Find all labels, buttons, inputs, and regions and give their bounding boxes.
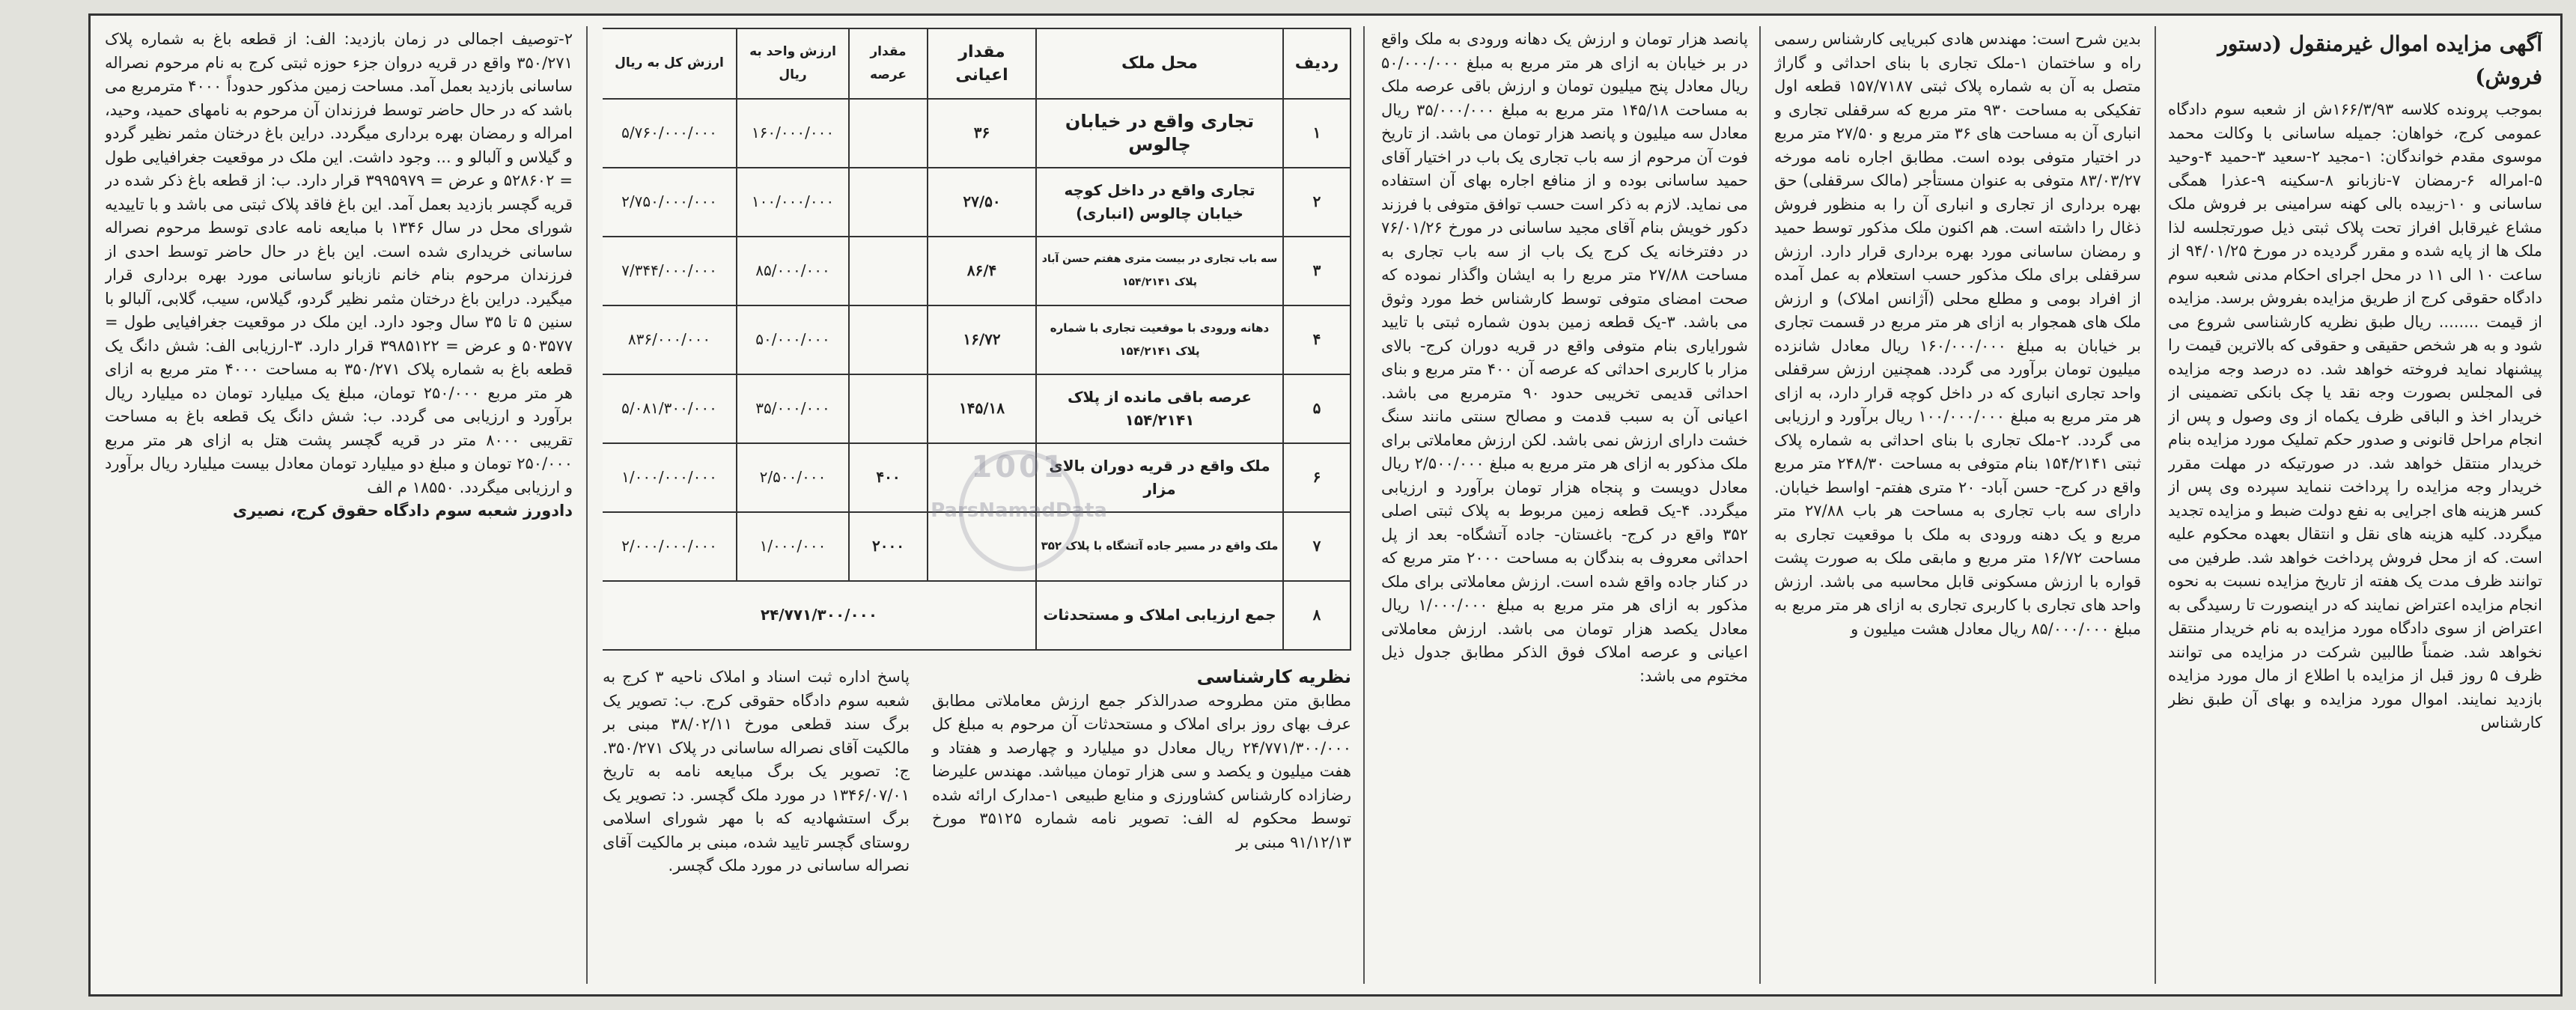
cell-building-area: ۳۶ <box>928 99 1036 168</box>
cell-total-value: ۲/۰۰۰/۰۰۰/۰۰۰ <box>603 512 737 581</box>
signature-line: دادورز شعبه سوم دادگاه حقوق کرج، نصیری <box>232 502 573 520</box>
cell-unit-value: ۲/۵۰۰/۰۰۰ <box>737 443 849 512</box>
cell-building-area <box>928 443 1036 512</box>
cell-land-area: ۲۰۰۰ <box>849 512 928 581</box>
expert-opinion-title: نظریه کارشناسی <box>1196 666 1351 687</box>
cell-location: ملک واقع در مسیر جاده آتشگاه با پلاک ۳۵۲ <box>1036 512 1283 581</box>
table-row <box>603 168 1351 237</box>
cell-land-area <box>849 168 928 237</box>
table-row <box>603 443 1351 512</box>
column-5-text: ۲-توصیف اجمالی در زمان بازدید: الف: از قطعه باغ به شماره پلاک ۳۵۰/۲۷۱ واقع در قریه دروان جزء حوزه ثبتی کرج به نام مرحوم نصراله ساسانی بازدید بعمل آمد. مساحت زمین مذکور حدوداً ۴۰۰۰ مترمربع می باشد که در حال حاضر توسط فرزندان آن مرحوم به نامهای حمید، وحید، امراله و رمضان بهره برداری میگردد. دراین باغ درختان مثمر نظیر گردو و گیلاس و آلبالو و ... وجود داشت. این ملک در موقعیت جغرافیایی طول = ۵۲۸۶۰۲ و عرض = ۳۹۹۵۹۷۹ قرار دارد. ب: از قطعه باغ ذکر شده در قریه گچسر بازدید بعمل آمد. این باغ فاقد پلاک ثبتی می باشد و با تاییدیه شورای محل در سال ۱۳۴۶ با مبایعه نامه عادی توسط مرحوم نصراله ساسانی خریداری شده است. این باغ در حال حاضر توسط احدی از فرزندان مرحوم بنام خانم نازبانو ساسانی مورد بهره برداری قرار میگیرد. دراین باغ درختان مثمر نظیر گردو، گیلاس، سیب، گلابی، آلبالو با سنین ۵ تا ۳۵ سال وجود دارد. این ملک در موقعیت جغرافیایی طول = ۵۰۳۵۷۷ و عرض = ۳۹۸۵۱۲۲ قرار دارد. ۳-ارزیابی الف: شش دانگ یک قطعه باغ به شماره پلاک ۳۵۰/۲۷۱ به مساحت ۴۰۰۰ متر مربع به ازای هر متر مربع ۲۵۰/۰۰۰ تومان، مبلغ یک میلیارد تومان ده میلیارد ریال برآورد و ارزیابی می گردد. ب: شش دانگ یک قطعه باغ به مساحت تقریبی ۸۰۰۰ متر در قریه گچسر پشت هتل به ازای هر متر مربع ۲۵۰/۰۰۰ تومان و مبلغ دو میلیارد تومان معادل بیست میلیارد ریال برآورد و ارزیابی میگردد. ۱۸۵۵۰ م الف <box>105 30 573 496</box>
table-row <box>603 512 1351 581</box>
cell-building-area: ۱۴۵/۱۸ <box>928 374 1036 443</box>
cell-unit-value: ۸۵/۰۰۰/۰۰۰ <box>737 237 849 305</box>
column-4 <box>603 28 1351 982</box>
cell-total-value: ۲/۷۵۰/۰۰۰/۰۰۰ <box>603 168 737 237</box>
cell-land-area <box>849 305 928 374</box>
cell-total-value: ۱/۰۰۰/۰۰۰/۰۰۰ <box>603 443 737 512</box>
cell-building-area: ۱۶/۷۲ <box>928 305 1036 374</box>
table-total-row <box>603 581 1351 650</box>
column-1 <box>2168 28 2542 982</box>
header-row-number: ردیف <box>1283 28 1351 99</box>
cell-location: سه باب تجاری در بیست متری هفتم حسن آباد پلاک ۱۵۴/۲۱۴۱ <box>1036 237 1283 305</box>
cell-unit-value: ۱/۰۰۰/۰۰۰ <box>737 512 849 581</box>
header-building-area: مقدار اعیانی <box>928 28 1036 99</box>
watermark-site: ParsNamadData <box>931 499 1107 522</box>
header-total-value: ارزش کل به ریال <box>603 28 737 99</box>
column-divider <box>2155 26 2156 984</box>
expert-opinion-block <box>932 666 1351 854</box>
cell-land-area <box>849 99 928 168</box>
cell-unit-value: ۱۰۰/۰۰۰/۰۰۰ <box>737 168 849 237</box>
cell-land-area <box>849 374 928 443</box>
newspaper-ad-page <box>88 13 2563 997</box>
cell-row-number: ۲ <box>1283 168 1351 237</box>
cell-row-number: ۶ <box>1283 443 1351 512</box>
column-5 <box>105 28 573 982</box>
cell-location: دهانه ورودی با موقعیت تجاری با شماره پلاک ۱۵۴/۲۱۴۱ <box>1036 305 1283 374</box>
table-row <box>603 374 1351 443</box>
column-2-text: بدین شرح است: مهندس هادی کبریایی کارشناس رسمی راه و ساختمان ۱-ملک تجاری با بنای احداثی و گاراژ متصل به آن به شماره پلاک ثبتی ۱۵۷/۷۱۸۷ قطعه اول تفکیکی به مساحت ۹۳۰ متر مربع که سرقفلی تجاری و انباری آن به مساحت های ۳۶ متر مربع و ۲۷/۵۰ متر مربع در اختیار متوفی بوده است. مطابق اجاره نامه مورخه ۸۳/۰۳/۲۷ متوفی به عنوان مستأجر (مالک سرقفلی) حق بهره برداری از تجاری و انباری آن را به منظور فروش ذغال را داشته است. هم اکنون ملک مذکور توسط حمید و رمضان ساسانی مورد بهره برداری قرار دارد. ارزش سرقفلی برای ملک مذکور حسب استعلام به عمل آمده از افراد بومی و مطلع محلی (آژانس املاک) و ارزش ملک های همجوار به ازای هر متر مربع در قسمت تجاری بر خیابان به مبلغ ۱۶۰/۰۰۰/۰۰۰ ریال معادل شانزده میلیون تومان برآورد می گردد. همچنین ارزش سرقفلی واحد تجاری انباری که در داخل کوچه قرار دارد، به ازای هر متر مربع به مبلغ ۱۰۰/۰۰۰/۰۰۰ ریال برآورد و ارزیابی می گردد. ۲-ملک تجاری با بنای احداثی به شماره پلاک ثبتی ۱۵۴/۲۱۴۱ بنام متوفی به مساحت ۲۴۸/۳۰ متر مربع واقع در کرج- حسن آباد- ۲۰ متری هفتم- اواسط خیابان. دارای سه باب تجاری به مساحت هر باب ۲۷/۸۸ متر مربع و یک دهنه ورودی به ملک با موقعیت تجاری به مساحت ۱۶/۷۲ متر مربع و مابقی ملک به صورت پشت قواره با ارزش مسکونی قابل محاسبه می باشد. ارزش واحد های تجاری با کاربری تجاری به ازای هر متر مربع به مبلغ ۸۵/۰۰۰/۰۰۰ ریال معادل هشت میلیون و <box>1774 30 2141 638</box>
header-land-area: مقدار عرصه <box>849 28 928 99</box>
cell-building-area: ۲۷/۵۰ <box>928 168 1036 237</box>
column-divider <box>586 26 588 984</box>
cell-row-number: ۸ <box>1283 581 1351 650</box>
cell-location: ملک واقع در قریه دوران بالای مزار <box>1036 443 1283 512</box>
table-row <box>603 237 1351 305</box>
column-divider <box>1363 26 1365 984</box>
table-notes <box>603 666 1351 935</box>
table-row <box>603 305 1351 374</box>
cell-land-area: ۴۰۰ <box>849 443 928 512</box>
cell-building-area <box>928 512 1036 581</box>
column-1-text: بموجب پرونده کلاسه ۱۶۶/۳/۹۳ش از شعبه سوم دادگاه عمومی کرج، خواهان: جمیله ساسانی با وکالت محمد موسوی مقدم خواندگان: ۱-مجید ۲-سعید ۳-حمید ۴-وحید ۵-امراله ۶-رمضان ۷-نازبانو ۸-سکینه ۹-عذرا همگی ساسانی و ۱۰-زبیده بالی کهنه سرامینی بر فروش ملک مشاع غیرقابل افراز تحت پلاک ثبتی ذیل صورتجلسه لذا ملک ها از پایه شده و مقرر گردیده در مورخ ۹۴/۰۱/۲۵ از ساعت ۱۰ الی ۱۱ در محل اجرای احکام مدنی شعبه سوم دادگاه حقوقی کرج از طریق مزایده بفروش برسد. مزایده از قیمت ........ ریال طبق نظریه کارشناسی شروع می شود و به هر شخص حقیقی و حقوقی که بالاترین قیمت را پیشنهاد نماید فروخته خواهد شد. ده درصد وجه مزایده فی المجلس بصورت وجه نقد یا چک بانکی تضمینی از خریدار اخذ و الباقی ظرف یکماه از وی وصول و پس از انجام مراحل قانونی و صدور حکم تملیک مورد مزایده بنام خریدار منتقل خواهد شد. در صورتیکه در مهلت مقرر خریدار وجه مزایده را پرداخت ننماید سپرده وی پس از کسر هزینه های اجرایی به نفع دولت ضبط و مزایده تجدید میگردد. کلیه هزینه های نقل و انتقال بعهده محکوم علیه است. که از محل فروش پرداخت خواهد شد. طرفین می توانند ظرف مدت یک هفته از تاریخ مزایده نسبت به نحوه انجام مزایده اعتراض نمایند که در اینصورت تا رسیدگی به اعتراض از سوی دادگاه مورد مزایده به نام خریدار منتقل نخواهد شد. ضمناً طالبین شرکت در مزایده می توانند ظرف ۵ روز قبل از مزایده با اطلاع از مال مورد مزایده بازدید نمایند. اموال مورد مزایده و بهای آن طبق نظر کارشناس <box>2168 100 2542 731</box>
column-2 <box>1774 28 2141 982</box>
cell-row-number: ۳ <box>1283 237 1351 305</box>
cell-total-value: ۵/۰۸۱/۳۰۰/۰۰۰ <box>603 374 737 443</box>
watermark-number: 1001 <box>971 450 1067 484</box>
cell-location: تجاری واقع در خیابان چالوس <box>1036 99 1283 168</box>
cell-land-area <box>849 237 928 305</box>
cell-location: تجاری واقع در داخل کوچه خیابان چالوس (انباری) <box>1036 168 1283 237</box>
cell-row-number: ۵ <box>1283 374 1351 443</box>
cell-unit-value: ۵۰/۰۰۰/۰۰۰ <box>737 305 849 374</box>
column-3 <box>1381 28 1748 982</box>
cell-row-number: ۴ <box>1283 305 1351 374</box>
table-header-row <box>603 28 1351 99</box>
cell-unit-value: ۱۶۰/۰۰۰/۰۰۰ <box>737 99 849 168</box>
ad-title: آگهی مزایده اموال غیرمنقول (دستور فروش) <box>2217 31 2542 89</box>
cell-total-value: ۷/۳۴۴/۰۰۰/۰۰۰ <box>603 237 737 305</box>
header-location: محل ملک <box>1036 28 1283 99</box>
header-unit-value: ارزش واحد به ریال <box>737 28 849 99</box>
cell-total-label: جمع ارزیابی املاک و مستحدثات <box>1036 581 1283 650</box>
cell-row-number: ۱ <box>1283 99 1351 168</box>
registry-reply-text: پاسخ اداره ثبت اسناد و املاک ناحیه ۳ کرج به شعبه سوم دادگاه حقوقی کرج. ب: تصویر یک برگ سند قطعی مورخ ۳۸/۰۲/۱۱ مبنی بر مالکیت آقای نصراله ساسانی در پلاک ۳۵۰/۲۷۱. ج: تصویر یک برگ مبایعه نامه به تاریخ ۱۳۴۶/۰۷/۰۱ در مورد ملک گچسر. د: تصویر یک برگ استشهادیه که با مهر شورای اسلامی روستای گچسر تایید شده، مبنی بر مالکیت آقای نصراله ساسانی در مورد ملک گچسر. <box>603 668 910 874</box>
cell-grand-total: ۲۴/۷۷۱/۳۰۰/۰۰۰ <box>603 581 1036 650</box>
column-3-text: پانصد هزار تومان و ارزش یک دهانه ورودی به ملک واقع در بر خیابان به ازای هر متر مربع به مبلغ ۵۰/۰۰۰/۰۰۰ ریال معادل پنج میلیون تومان و ارزش باقی عرصه ملک به مساحت ۱۴۵/۱۸ متر مربع به مبلغ ۳۵/۰۰۰/۰۰۰ ریال معادل سه میلیون و پانصد هزار تومان می باشد. از تاریخ فوت آن مرحوم از سه باب تجاری یک باب در اختیار آقای حمید ساسانی بوده و از منافع اجاره بهای آن استفاده می نماید. لازم به ذکر است حسب توافق متوفی با فرزند دکور خویش بنام آقای مجید ساسانی در مورخ ۷۶/۰۱/۲۶ در دفترخانه یک کرج یک باب از سه باب تجاری به مساحت ۲۷/۸۸ متر مربع را به ایشان واگذار نموده که صحت امضای متوفی توسط کارشناس خط مورد وثوق می باشد. ۳-یک قطعه زمین بدون شماره ثبتی با تایید شورایاری بنام متوفی واقع در قریه دوران کرج- بالای مزار با کاربری احداثی که عرصه آن ۴۰۰ متر مربع و بنای احداثی قدیمی تخریبی حدود ۹۰ مترمربع می باشد. اعیانی آن به سبب قدمت و مصالح سنتی مانند سنگ خشت دارای ارزش نمی باشد. لکن ارزش معاملاتی برای ملک مذکور به ازای هر متر مربع به مبلغ ۲/۵۰۰/۰۰۰ ریال معادل دویست و پنجاه هزار تومان برآورد و ارزیابی میگردد. ۴-یک قطعه زمین مربوط به پلاک ثبتی اصلی ۳۵۲ واقع در کرج- باغستان- جاده آتشگاه- بعد از پل احداثی معروف به بندگان به مساحت ۲۰۰۰ متر مربع که در کنار جاده واقع شده است. ارزش معاملاتی برای ملک مذکور به ازای هر متر مربع به مبلغ ۱/۰۰۰/۰۰۰ ریال معادل یکصد هزار تومان می باشد. ارزش معاملاتی اعیانی و عرصه املاک فوق الذکر مطابق جدول ذیل مختوم می باشد: <box>1381 30 1748 685</box>
cell-row-number: ۷ <box>1283 512 1351 581</box>
expert-opinion-text: مطابق متن مطروحه صدرالذکر جمع ارزش معاملاتی مطابق عرف بهای روز برای املاک و مستحدثات آن مرحوم به مبلغ کل ۲۴/۷۷۱/۳۰۰/۰۰۰ ریال معادل دو میلیارد و چهارصد و هفتاد و هفت میلیون و یکصد و سی هزار تومان میباشد. مهندس علیرضا رضازاده کارشناس کشاورزی و منابع طبیعی ۱-مدارک ارائه شده توسط محکوم له الف: تصویر نامه شماره ۳۵۱۲۵ مورخ ۹۱/۱۲/۱۳ مبنی بر <box>932 691 1351 851</box>
cell-total-value: ۸۳۶/۰۰۰/۰۰۰ <box>603 305 737 374</box>
column-divider <box>1759 26 1761 984</box>
cell-building-area: ۸۶/۴ <box>928 237 1036 305</box>
cell-location: عرصه باقی مانده از پلاک ۱۵۴/۲۱۴۱ <box>1036 374 1283 443</box>
valuation-table <box>603 28 1351 651</box>
cell-total-value: ۵/۷۶۰/۰۰۰/۰۰۰ <box>603 99 737 168</box>
cell-unit-value: ۳۵/۰۰۰/۰۰۰ <box>737 374 849 443</box>
registry-reply-block <box>603 666 910 878</box>
table-row <box>603 99 1351 168</box>
